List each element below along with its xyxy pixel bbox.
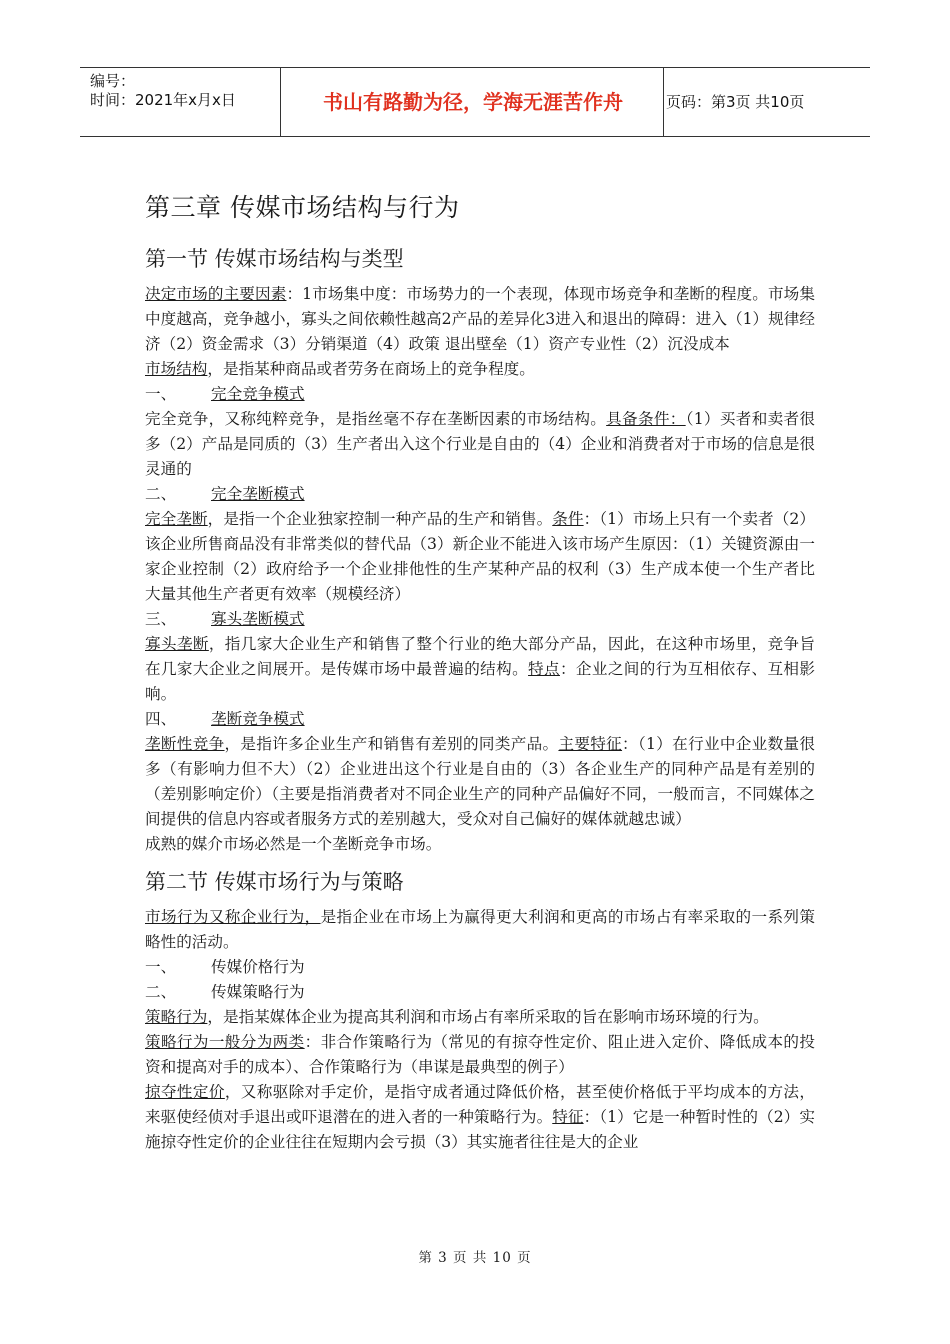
paragraph: 完全竞争，又称纯粹竞争，是指丝毫不存在垄断因素的市场结构。具备条件：（1）买者和卖者很多（2）产品是同质的（3）生产者出入这个行业是自由的（4）企业和消费者对于市场的信息是很灵通的 bbox=[145, 410, 815, 478]
term: 特征 bbox=[552, 1108, 584, 1126]
term: 市场结构 bbox=[145, 360, 208, 378]
list-item: 一、 传媒价格行为 bbox=[145, 958, 305, 976]
term: 垄断性竞争 bbox=[145, 735, 225, 753]
paragraph: 市场行为又称企业行为，是指企业在市场上为赢得更大利润和更高的市场占有率采取的一系列策略性的活动。 bbox=[145, 908, 815, 951]
paragraph: 策略行为，是指某媒体企业为提高其利润和市场占有率所采取的旨在影响市场环境的行为。 bbox=[145, 1008, 769, 1026]
paragraph: 策略行为一般分为两类：非合作策略行为（常见的有掠夺性定价、阻止进入定价、降低成本的投资和提高对手的成本）、合作策略行为（串谋是最典型的例子） bbox=[145, 1033, 815, 1076]
mode-heading: 三、 寡头垄断模式 bbox=[145, 610, 305, 628]
term: 特点 bbox=[528, 660, 560, 678]
header-divider bbox=[280, 68, 281, 136]
paragraph: 掠夺性定价，又称驱除对手定价，是指守成者通过降低价格，甚至使价格低于平均成本的方法，来驱使经侦对手退出或吓退潜在的进入者的一种策略行为。特征：（1）它是一种暂时性的（2）实施掠夺性定价的企业往往在短期内会亏损（3）其实施者往往是大的企业 bbox=[145, 1083, 815, 1151]
paragraph: 市场结构，是指某种商品或者劳务在商场上的竞争程度。 bbox=[145, 360, 535, 378]
time-label: 时间：2021年x月x日 bbox=[90, 91, 236, 109]
header-motto: 书山有路勤为径，学海无涯苦作舟 bbox=[323, 90, 623, 114]
paragraph: 决定市场的主要因素：1市场集中度：市场势力的一个表现，体现市场竞争和垄断的程度。市场集中度越高，竞争越小，寡头之间依赖性越高2产品的差异化3进入和退出的障碍：进入（1）规律经济（2）资金需求（3）分销渠道（4）政策 退出壁垒（1）资产专业性（2）沉没成本 bbox=[145, 285, 815, 353]
term: 策略行为一般分为两类 bbox=[145, 1033, 305, 1051]
term: 决定市场的主要因素 bbox=[145, 285, 287, 303]
header-divider bbox=[663, 68, 664, 136]
mode-heading: 四、 垄断竞争模式 bbox=[145, 710, 305, 728]
term: 完全垄断 bbox=[145, 510, 208, 528]
paragraph: 完全垄断，是指一个企业独家控制一种产品的生产和销售。条件：（1）市场上只有一个卖者（2）该企业所售商品没有非常类似的替代品（3）新企业不能进入该市场产生原因：（1）关键资源由一家企业控制（2）政府给予一个企业排他性的生产某种产品的权利（3）生产成本使一个生产者比大量其他生产者更有效率（规模经济） bbox=[145, 510, 815, 603]
section-title: 第二节 传媒市场行为与策略 bbox=[145, 870, 404, 894]
header-left-cell bbox=[90, 72, 236, 110]
list-item: 二、 传媒策略行为 bbox=[145, 983, 305, 1001]
header-page-info: 页码：第3页 共10页 bbox=[666, 93, 805, 111]
number-label: 编号： bbox=[90, 72, 136, 90]
chapter-title: 第三章 传媒市场结构与行为 bbox=[145, 193, 460, 222]
term: 寡头垄断 bbox=[145, 635, 209, 653]
term: 市场行为又称企业行为， bbox=[145, 908, 321, 926]
term: 策略行为 bbox=[145, 1008, 208, 1026]
term: 掠夺性定价 bbox=[145, 1083, 225, 1101]
document-body bbox=[145, 188, 815, 1155]
section-title: 第一节 传媒市场结构与类型 bbox=[145, 247, 404, 271]
document-header bbox=[80, 67, 870, 137]
term: 条件 bbox=[552, 510, 584, 528]
paragraph: 垄断性竞争，是指许多企业生产和销售有差别的同类产品。主要特征：（1）在行业中企业数量很多（有影响力但不大）（2）企业进出这个行业是自由的（3）各企业生产的同种产品是有差别的（差别影响定价）（主要是指消费者对不同企业生产的同种产品偏好不同，一般而言，不同媒体之间提供的信息内容或者服务方式的差别越大，受众对自己偏好的媒体就越忠诚） bbox=[145, 735, 815, 828]
paragraph: 成熟的媒介市场必然是一个垄断竞争市场。 bbox=[145, 835, 442, 853]
term: 具备条件： bbox=[606, 410, 686, 428]
mode-heading: 二、 完全垄断模式 bbox=[145, 485, 305, 503]
mode-heading: 一、 完全竞争模式 bbox=[145, 385, 305, 403]
paragraph: 寡头垄断，指几家大企业生产和销售了整个行业的绝大部分产品，因此，在这种市场里，竞争旨在几家大企业之间展开。是传媒市场中最普遍的结构。特点：企业之间的行为互相依存、互相影响。 bbox=[145, 635, 815, 703]
term: 主要特征 bbox=[558, 735, 623, 753]
page-footer: 第 3 页 共 10 页 bbox=[418, 1250, 532, 1266]
